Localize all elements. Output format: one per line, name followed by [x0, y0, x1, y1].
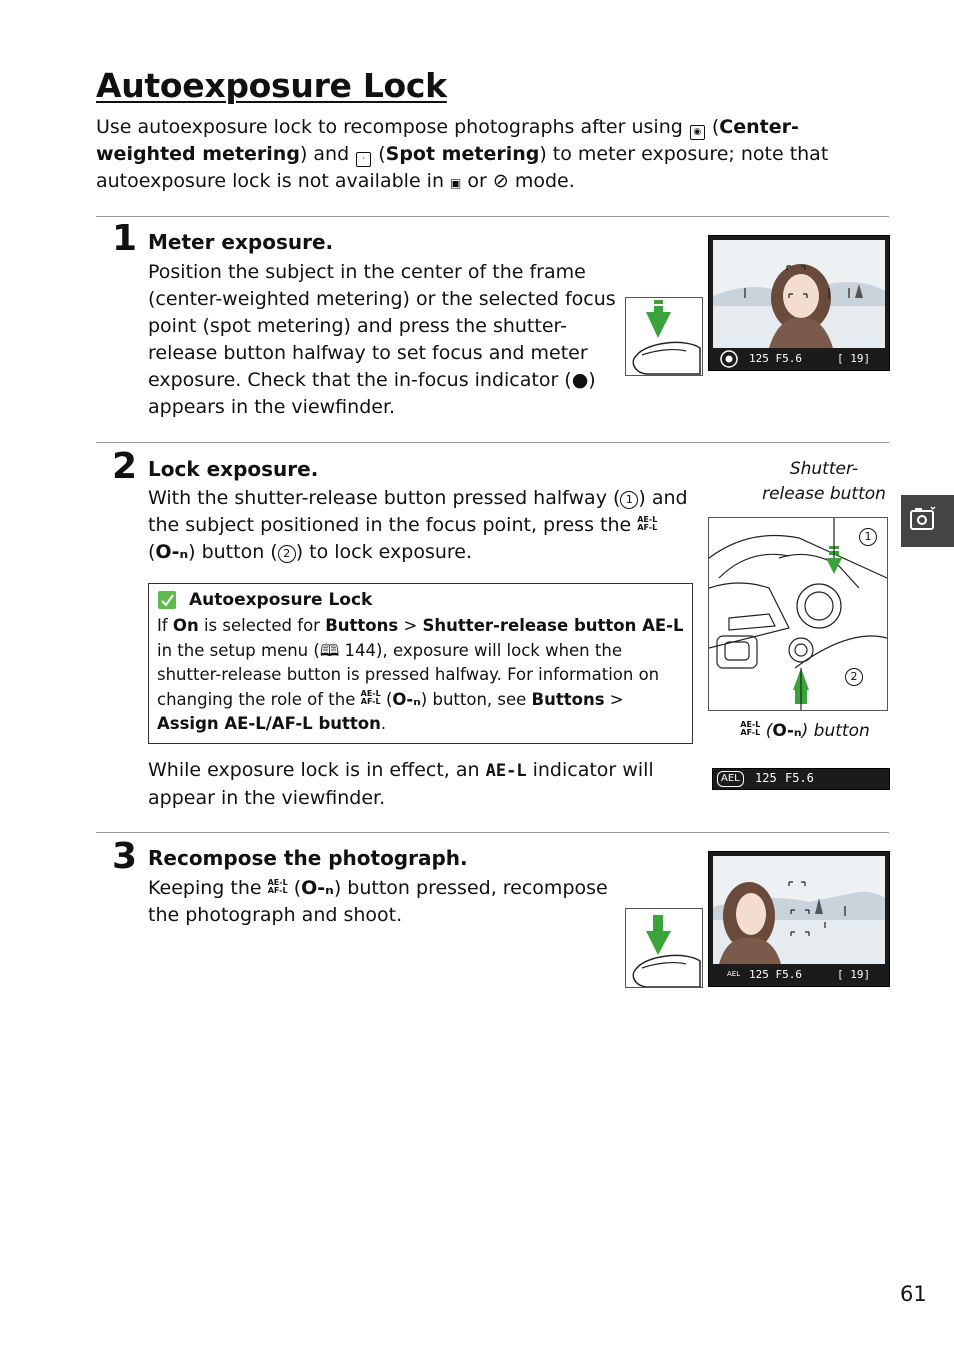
step-body — [148, 875, 618, 929]
note-strong: Buttons — [325, 616, 399, 635]
step-text: Keeping the — [148, 877, 268, 899]
aperture: F5.6 — [775, 352, 802, 365]
step-heading: Lock exposure. — [148, 457, 319, 481]
divider — [96, 442, 889, 443]
viewfinder-scene — [709, 852, 889, 986]
camera-shooting-icon — [901, 495, 954, 547]
spot-metering-label: Spot metering — [385, 143, 540, 165]
lock-key-icon: O‑ₙ — [772, 721, 802, 741]
intro-paragraph — [96, 114, 896, 197]
step-number: 2 — [112, 446, 138, 487]
full-press-arrow-icon — [626, 909, 702, 987]
note-strong: On — [172, 616, 199, 635]
viewfinder-scene — [709, 236, 889, 370]
chapter-tab[interactable] — [901, 495, 954, 547]
ae-l-indicator-icon: AEL — [717, 771, 744, 787]
shutter-release-caption: Shutter-release button — [762, 459, 886, 504]
intro-text: mode. — [508, 170, 575, 192]
step-text: While exposure lock is in effect, an — [148, 759, 486, 781]
ae-l-indicator-label: AE-L — [485, 761, 527, 781]
half-press-arrow-icon — [626, 298, 702, 375]
callout-1-icon: 1 — [620, 491, 638, 509]
lock-key-icon: O‑ₙ — [301, 877, 334, 899]
callout-2-icon: 2 — [845, 668, 863, 686]
half-press-illustration — [625, 297, 703, 376]
step-number: 3 — [112, 836, 138, 877]
step-body: Position the subject in the center of the frame (center-weighted metering) or the selected focus point (spot metering) and press the shutter-release button halfway to set focus and meter exposure. Check that the in-focus indicator (●) appears in the viewfinder. — [148, 261, 616, 418]
center-weighted-label: Center-weighted metering — [96, 116, 799, 165]
spot-metering-icon: · — [356, 152, 371, 167]
caption-text: ) button — [801, 721, 870, 741]
viewfinder-image-1 — [708, 235, 890, 371]
note-text: ) button, see — [420, 689, 532, 709]
step-text: ( — [148, 541, 156, 563]
viewfinder-image-3 — [708, 851, 890, 987]
intro-text: ( — [372, 143, 386, 165]
note-strong: Buttons — [531, 689, 605, 709]
lock-key-icon: O‑ₙ — [155, 541, 189, 563]
note-text: ), exposure will lock when the shutter-release button is pressed halfway. For information on changing the role of the — [157, 640, 660, 709]
note-text: If — [157, 616, 173, 635]
note-text: in the setup menu ( — [157, 640, 320, 660]
divider — [96, 832, 889, 833]
intro-text: ) to meter exposure; note that autoexposure lock is not available in — [96, 143, 829, 192]
divider — [96, 216, 889, 217]
ae-l-af-l-icon: AE-L AF-L — [740, 720, 761, 737]
aperture: F5.6 — [785, 771, 814, 785]
step-text: ) and the subject positioned in the focus point, press the — [148, 487, 688, 536]
ael-viewfinder-strip — [712, 768, 890, 790]
step-text: ) button ( — [188, 541, 278, 563]
callout-1-icon: 1 — [859, 528, 877, 546]
intro-text: Use autoexposure lock to recompose photographs after using — [96, 116, 689, 138]
step-text: ) button pressed, recompose the photograph and shoot. — [148, 877, 608, 926]
note-text: ( — [380, 689, 393, 709]
full-press-illustration — [625, 908, 703, 988]
note-check-icon — [158, 591, 176, 609]
step-text: ) to lock exposure. — [295, 541, 473, 563]
step-number: 1 — [112, 218, 138, 259]
ae-l-af-l-icon: AE-L AF-L — [267, 878, 288, 895]
step-text: With the shutter-release button pressed halfway ( — [148, 487, 621, 509]
step-heading: Meter exposure. — [148, 230, 334, 254]
aperture: F5.6 — [775, 968, 802, 981]
step-heading: Recompose the photograph. — [148, 846, 468, 870]
shutter-speed: 125 — [755, 771, 777, 785]
viewfinder-readout — [749, 968, 802, 981]
shutter-speed: 125 — [749, 968, 769, 981]
callout-2-icon: 2 — [278, 545, 296, 563]
step-body — [148, 485, 696, 566]
page-reference: 144 — [344, 640, 377, 660]
camera-illustration — [708, 517, 888, 711]
frame-count: [ 19] — [837, 968, 871, 981]
step-text: ( — [287, 877, 302, 899]
shutter-speed: 125 — [749, 352, 769, 365]
center-weighted-metering-icon: ◉ — [690, 125, 705, 140]
note-text: is selected for — [198, 616, 326, 635]
lock-key-icon: O‑ₙ — [392, 689, 421, 709]
page-title: Autoexposure Lock — [96, 66, 447, 105]
ae-l-af-l-icon: AE-L AF-L — [637, 515, 658, 532]
note-body — [157, 614, 685, 737]
flash-off-mode-icon: ⊘ — [492, 170, 509, 192]
ae-l-af-l-caption — [730, 719, 880, 744]
viewfinder-readout — [749, 352, 802, 365]
intro-text: ) and — [299, 143, 356, 165]
note-text: > — [398, 616, 423, 635]
note-strong: Assign AE-L/AF-L button — [157, 714, 381, 733]
book-reference-icon: 🕮 — [319, 640, 340, 660]
caption-text: ( — [760, 721, 773, 741]
auto-mode-icon: ▣ — [450, 176, 462, 190]
ae-l-af-l-icon: AE-L AF-L — [360, 688, 381, 706]
ae-l-indicator-small: AEL — [727, 970, 741, 978]
note-text: . — [380, 714, 387, 733]
step-text: indicator will appear in the viewfinder. — [148, 759, 654, 809]
intro-text: ( — [705, 116, 720, 138]
check-mark — [158, 591, 176, 609]
ae-l-indicator-paragraph — [148, 757, 668, 812]
note-title: Autoexposure Lock — [189, 590, 373, 610]
intro-text: or — [461, 170, 493, 192]
frame-count: [ 19] — [837, 352, 871, 365]
note-text: > — [604, 689, 624, 709]
page-number: 61 — [900, 1282, 927, 1306]
note-strong: Shutter-release button AE-L — [422, 616, 684, 635]
note-box — [148, 583, 693, 744]
